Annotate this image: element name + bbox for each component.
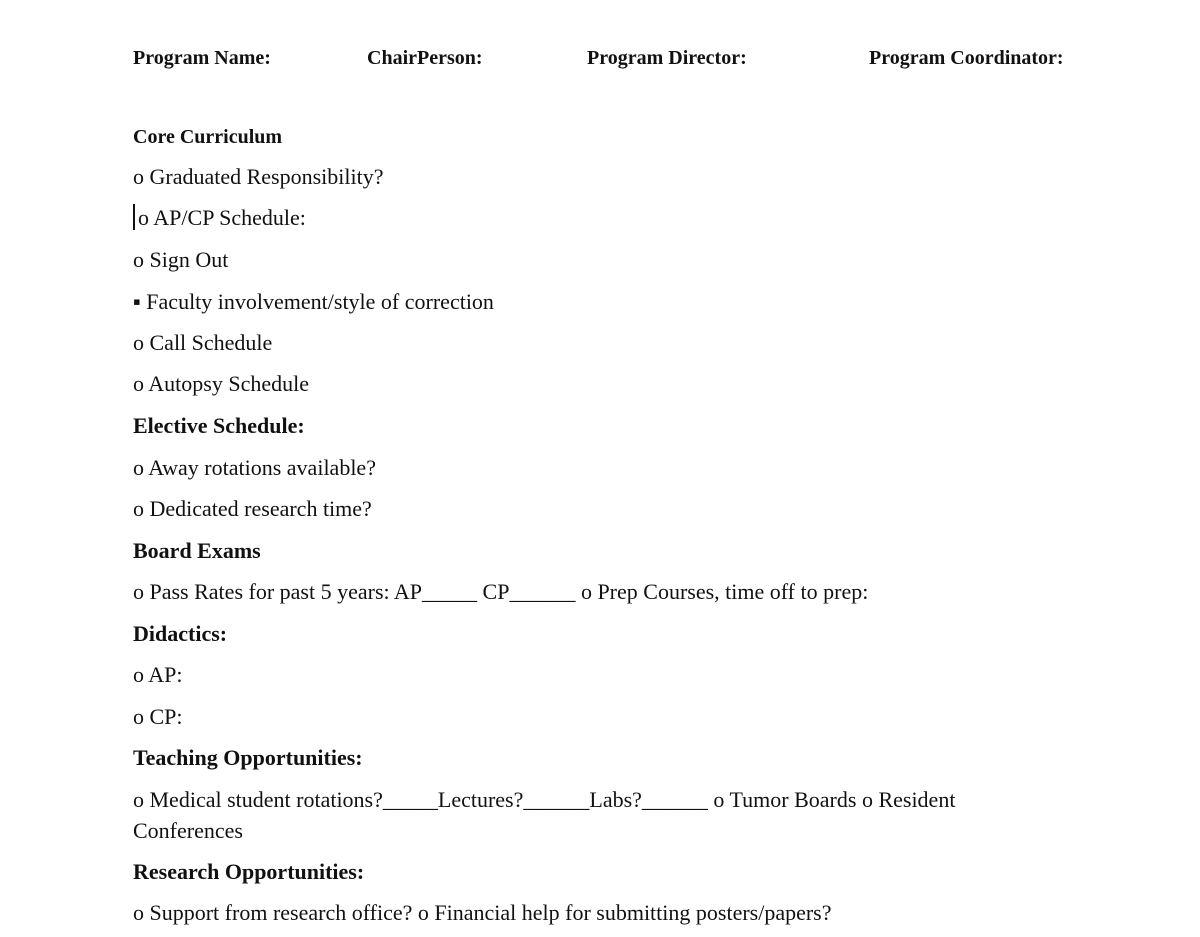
teaching-rotations-item: o Medical student rotations?_____Lectures?______Labs?______ o Tumor Boards o Resident Conferences [133, 787, 956, 843]
elective-schedule-heading: Elective Schedule: [133, 413, 305, 438]
didactics-cp-item: o CP: [133, 704, 183, 729]
chairperson-label: ChairPerson: [367, 47, 483, 69]
ap-cp-schedule-line[interactable] [133, 204, 306, 232]
research-time-item: o Dedicated research time? [133, 496, 372, 521]
away-rotations-item: o Away rotations available? [133, 455, 376, 480]
ap-cp-schedule-item: o AP/CP Schedule: [138, 205, 306, 230]
text-cursor [133, 204, 135, 230]
core-curriculum-heading: Core Curriculum [133, 126, 283, 148]
teaching-opportunities-heading: Teaching Opportunities: [133, 745, 363, 770]
program-coordinator-label: Program Coordinator: [869, 47, 1064, 69]
research-opportunities-heading: Research Opportunities: [133, 859, 365, 884]
didactics-ap-item: o AP: [133, 662, 183, 687]
program-name-label: Program Name: [133, 47, 271, 69]
pass-rates-item: o Pass Rates for past 5 years: AP_____ CP______ o Prep Courses, time off to prep: [133, 579, 869, 604]
graduated-responsibility-item: o Graduated Responsibility? [133, 164, 384, 189]
call-schedule-item: o Call Schedule [133, 330, 273, 355]
header-row [0, 47, 1200, 73]
autopsy-schedule-item: o Autopsy Schedule [133, 371, 309, 396]
faculty-involvement-item: ▪ Faculty involvement/style of correction [133, 289, 494, 314]
sign-out-item: o Sign Out [133, 247, 229, 272]
didactics-heading: Didactics: [133, 621, 228, 646]
research-support-item: o Support from research office? o Financial help for submitting posters/papers? [133, 900, 832, 925]
board-exams-heading: Board Exams [133, 538, 261, 563]
program-director-label: Program Director: [587, 47, 747, 69]
